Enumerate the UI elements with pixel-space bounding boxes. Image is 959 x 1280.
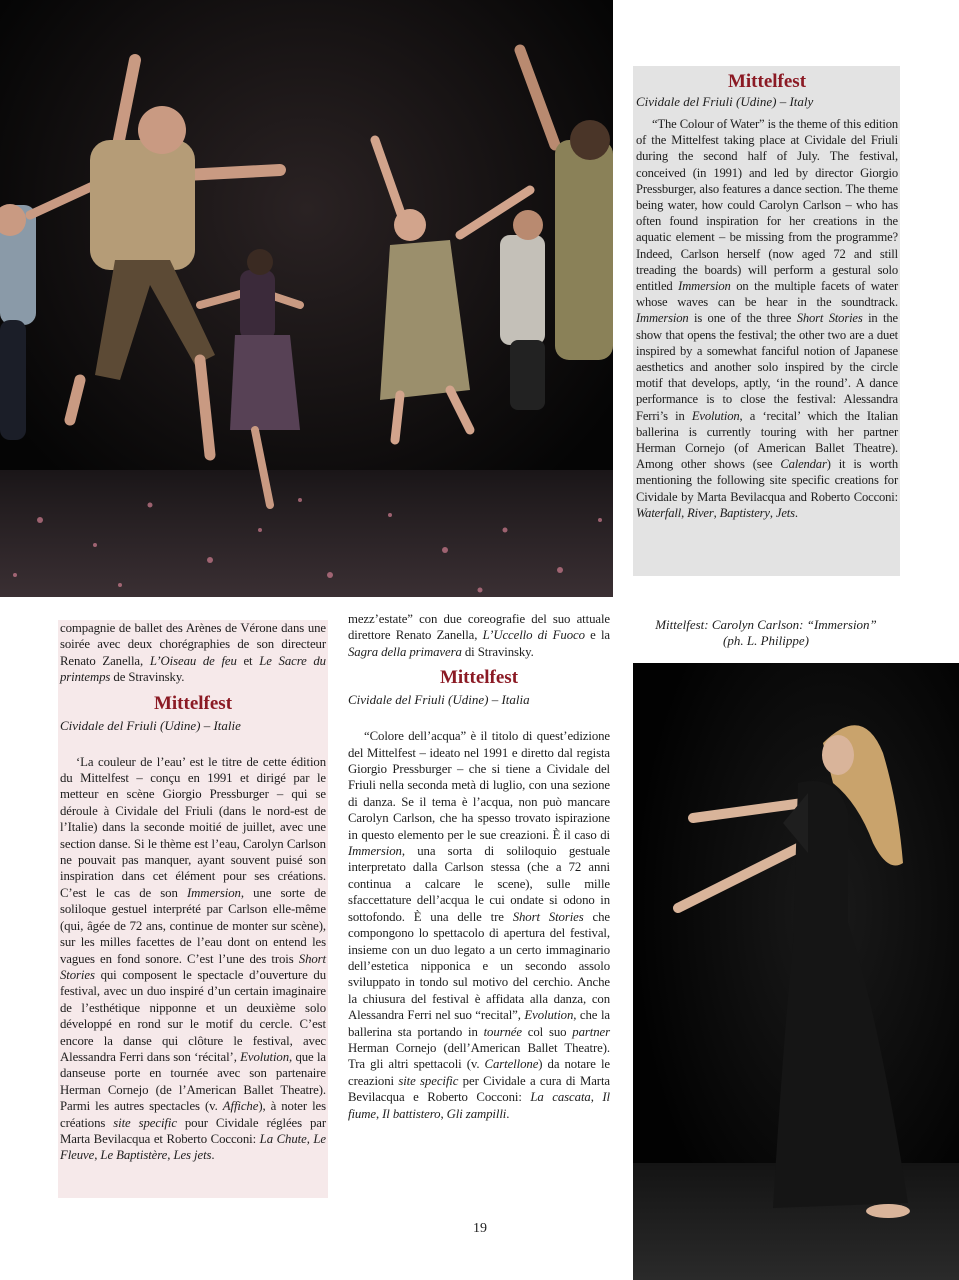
dancers-leaping-photo	[0, 0, 613, 597]
english-title: Mittelfest	[727, 71, 807, 92]
english-body: “The Colour of Water” is the theme of this edition of the Mittelfest taking place at Cividale del Friuli during the second half of July. The festival, conceived (in 1991) and led by director Giorgio Pressburger, also features a dance section. The theme being water, how could Carolyn Carlson – who has often found inspiration for her creations in the aquatic element – be missing from the programme? Indeed, Carlson herself (now aged 72 and still treading the boards) will perform a gestural solo entitled Immersion on the multiple facets of water whose waves can be hear in the soundtrack. Immersion is one of the three Short Stories in the show that opens the festival; the other two are a duet inspired by a somewhat fanciful notion of Japanese aesthetics and another solo inspired by the circle motif that develops, aptly, ‘in the round’. A dance performance is to close the festival: Alessandra Ferri’s in Evolution, a ‘recital’ which the Italian ballerina is currently touring with her partner Herman Cornejo (of American Ballet Theatre). Among other shows (see Calendar) it is worth mentioning the following site specific creations for Cividale by Marta Bevilacqua and Roberto Cocconi: Waterfall, River, Baptistery, Jets.	[636, 117, 898, 520]
english-sidebar	[633, 66, 900, 576]
english-location: Cividale del Friuli (Udine) – Italy	[636, 94, 814, 109]
italian-title: Mittelfest	[439, 667, 519, 689]
french-title: Mittelfest	[153, 692, 233, 714]
french-location: Cividale del Friuli (Udine) – Italie	[60, 717, 241, 733]
dancers-leaping-illustration	[0, 0, 613, 597]
solo-dancer-illustration	[633, 663, 959, 1280]
french-intro: compagnie de ballet des Arènes de Vérone dans une soirée avec deux chorégraphies de son directeur Renato Zanella, L’Oiseau de feu et Le Sacre du printemps de Stravinsky.	[60, 621, 326, 685]
italian-intro: mezz’estate” con due coreografie del suo attuale direttore Renato Zanella, L’Uccello di Fuoco e la Sagra della primavera di Stravinsky.	[348, 612, 610, 659]
italian-location: Cividale del Friuli (Udine) – Italia	[348, 692, 530, 708]
page-number: 19	[473, 1221, 487, 1236]
french-body: ‘La couleur de l’eau’ est le titre de cette édition du Mittelfest – conçu en 1991 et dirigé par le metteur en scène Giorgio Pressburger – qui se déroule à Cividale del Friuli (dans le nord-est de l’Italie) dans la seconde moitié de juillet, avec une section danse. Si le thème est l’eau, Carolyn Carlson ne pouvait pas manquer, ayant souvent puisé son inspiration dans cet élément pour ses créations. C’est le cas de son Immersion, une sorte de soliloque gestuel interprété par Carlson elle-même (qui, âgée de 72 ans, continue de monter sur scène), sur les milles facettes de l’eau dont on entend les vagues en fond sonore. C’est l’une des trois Short Stories qui composent le spectacle d’ouverture du festival, avec un duo inspiré d’un certain imaginaire de l’esthétique nipponne et un deuxième solo développé en rond sur le motif du cercle. C’est encore la danse qui clôture le festival, avec Alessandra Ferri dans son ‘récital’, Evolution, que la danseuse porte en tournée avec son partenaire Herman Cornejo (de l’American Ballet Theatre). Parmi les autres spectacles (v. Affiche), à noter les créations site specific pour Cividale réglées par Marta Bevilacqua et Roberto Cocconi: La Chute, Le Fleuve, Le Baptistère, Les jets.	[60, 754, 327, 1163]
french-column	[58, 620, 328, 1198]
photo-caption	[638, 617, 894, 649]
caption-line-1: Mittelfest: Carolyn Carlson: “Immersion”	[655, 617, 877, 632]
solo-dancer-photo	[633, 663, 959, 1280]
italian-column	[348, 611, 610, 1122]
italian-body: “Colore dell’acqua” è il titolo di quest’edizione del Mittelfest – ideato nel 1991 e diretto dal regista Giorgio Pressburger – che si tiene a Cividale del Friuli nella seconda metà di luglio, con una sezione di danza. Se il tema è l’acqua, non può mancare Carolyn Carlson, che ha spesso trovato ispirazione in questo elemento per le sue creazioni. È il caso di Immersion, una sorta di soliloquio gestuale interpretato dalla Carlson stessa (che a 72 anni continua a calcare le scene), sulle mille sfaccettature dell’acqua le cui ondate si odono in sottofondo. È una delle tre Short Stories che compongono lo spettacolo di apertura del festival, insieme con un duo legato a un certo immaginario dell’estetica nipponica e un secondo assolo sviluppato in tondo sul motivo del cerchio. Anche la chiusura del festival è affidata alla danza, con Alessandra Ferri nel suo “recital”, Evolution, che la ballerina sta portando in tournée col suo partner Herman Cornejo (dell’American Ballet Theatre). Tra gli altri spettacoli (v. Cartellone) da notare le creazioni site specific per Cividale a cura di Marta Bevilacqua e Roberto Cocconi: La cascata, Il fiume, Il battistero, Gli zampilli.	[348, 729, 611, 1121]
caption-line-2: (ph. L. Philippe)	[723, 633, 809, 648]
